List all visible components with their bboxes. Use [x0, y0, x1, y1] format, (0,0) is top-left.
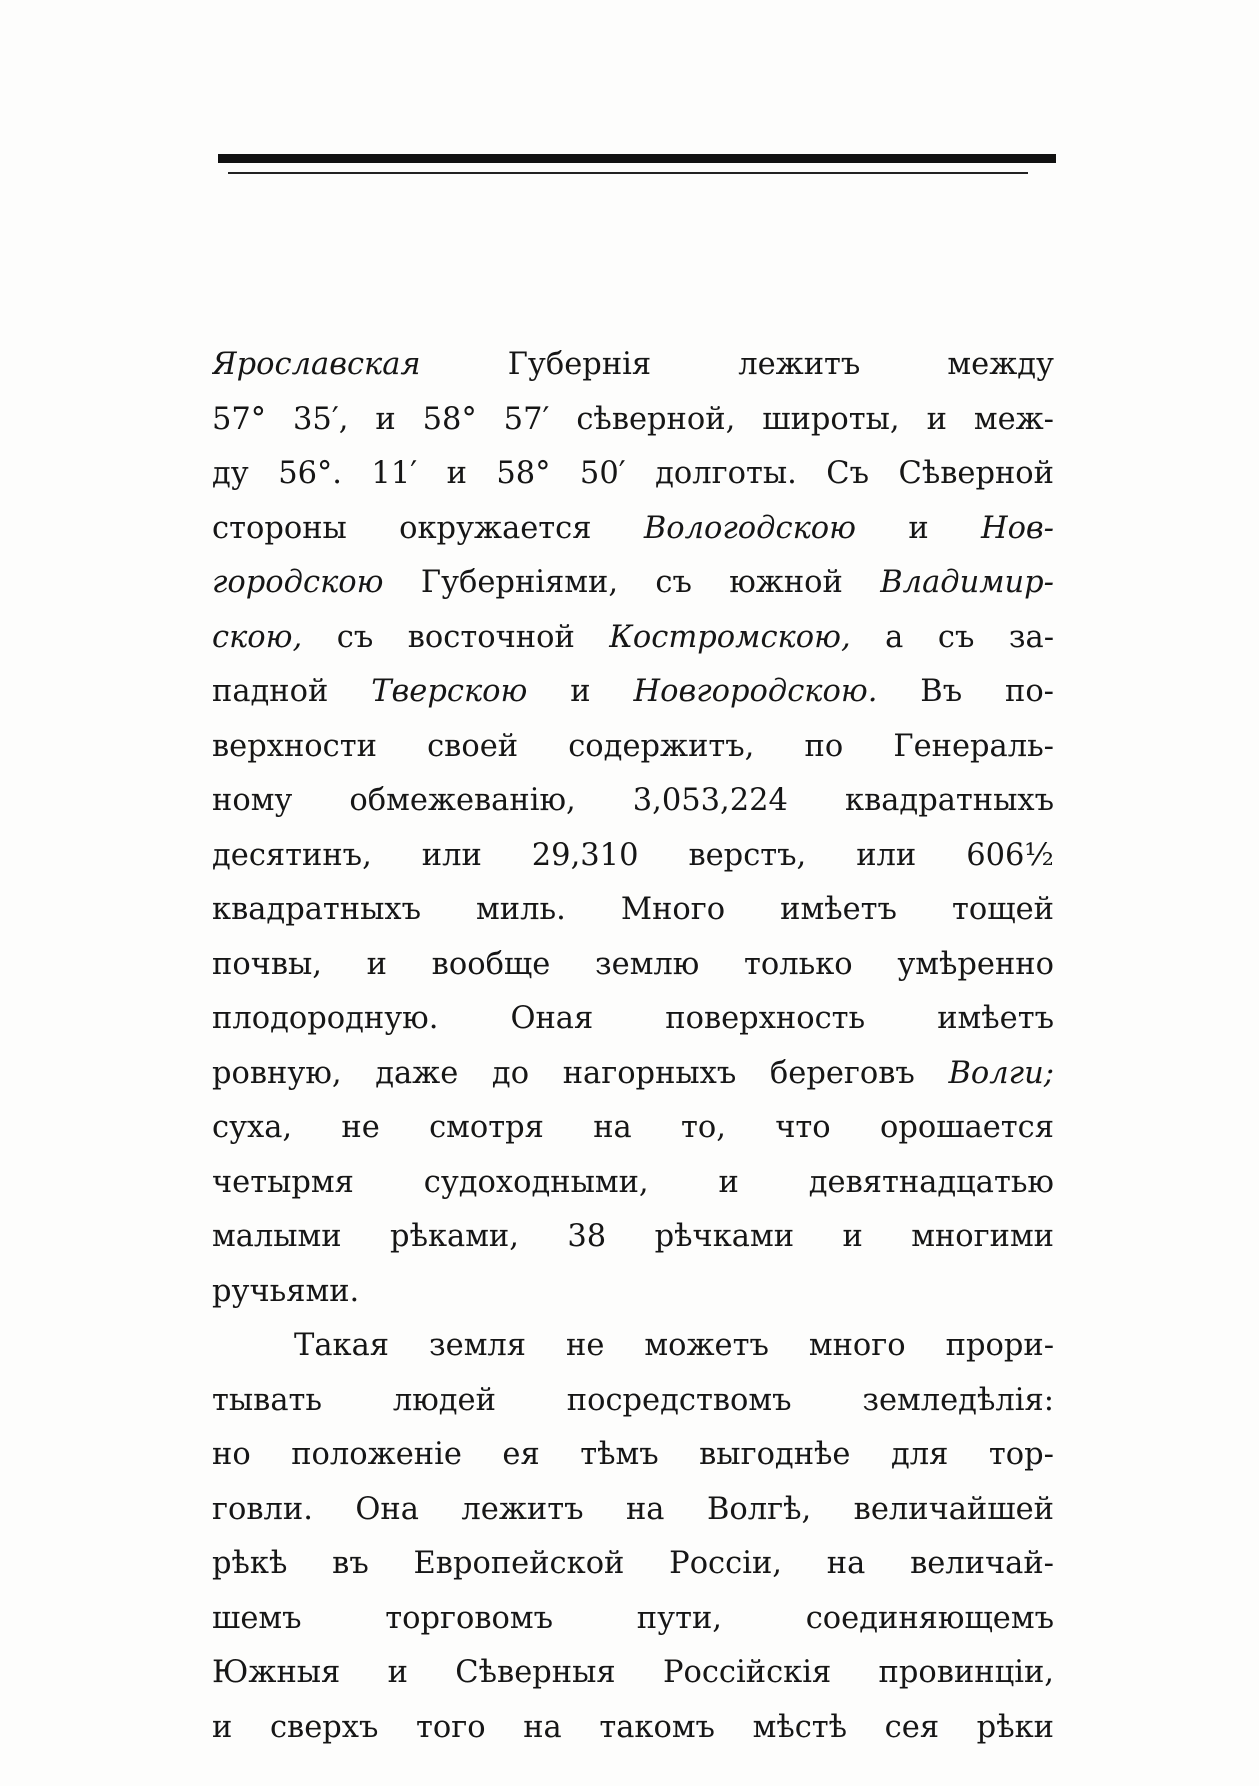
- text-segment: почвы, и вообще землю только умѣренно: [212, 946, 1054, 982]
- text-line: [212, 720, 1054, 775]
- text-segment: ду 56°. 11′ и 58° 50′ долготы. Съ Сѣверной: [212, 456, 1054, 491]
- text-segment: а съ за-: [850, 619, 1054, 655]
- text-line: [212, 1428, 1054, 1483]
- text-segment: десятинъ, или 29,310 верстъ, или 606½: [212, 837, 1054, 873]
- text-line: [212, 393, 1054, 448]
- italic-text: Новгородскою.: [633, 674, 878, 709]
- text-segment: и сверхъ того на такомъ мѣстѣ сея рѣки: [212, 1709, 1054, 1745]
- text-line: [212, 829, 1054, 884]
- text-line: [212, 1646, 1054, 1701]
- header-rule-thick: [218, 154, 1056, 163]
- text-line: [212, 1537, 1054, 1592]
- text-segment: плодородную. Оная поверхность имѣетъ: [212, 1001, 1054, 1036]
- italic-text: Ярославская: [212, 347, 421, 382]
- text-line: [212, 1319, 1054, 1374]
- header-rule-thin: [228, 172, 1028, 174]
- text-line: [212, 1374, 1054, 1429]
- text-segment: говли. Она лежитъ на Волгѣ, величайшей: [212, 1491, 1054, 1527]
- paragraph-1: [212, 338, 1054, 1319]
- text-line: [212, 447, 1054, 502]
- paragraph-2: [212, 1319, 1054, 1755]
- body-text: [212, 338, 1054, 1755]
- text-segment: малыми рѣками, 38 рѣчками и многими: [212, 1219, 1054, 1254]
- italic-text: Волги;: [948, 1055, 1054, 1091]
- italic-text: Владимир-: [880, 565, 1054, 600]
- text-line: [212, 774, 1054, 829]
- text-line: [212, 1265, 1054, 1320]
- italic-text: Костромскою,: [609, 619, 851, 655]
- text-segment: ровную, даже до нагорныхъ береговъ: [212, 1055, 949, 1091]
- text-line: [212, 556, 1054, 611]
- text-line: [212, 338, 1054, 393]
- text-segment: ному обмежеванію, 3,053,224 квадратныхъ: [212, 783, 1054, 818]
- text-segment: 57° 35′, и 58° 57′ сѣверной, широты, и меж-: [212, 401, 1054, 437]
- text-segment: тывать людей посредствомъ земледѣлія:: [212, 1382, 1054, 1418]
- text-segment: ручьями.: [212, 1273, 360, 1309]
- italic-text: скою,: [212, 619, 303, 655]
- text-line: [212, 1156, 1054, 1211]
- text-line: [212, 1701, 1054, 1756]
- text-line: [212, 992, 1054, 1047]
- text-line: [212, 1101, 1054, 1156]
- italic-text: городскою: [212, 565, 384, 600]
- text-segment: падной: [212, 674, 372, 709]
- text-line: [212, 1210, 1054, 1265]
- text-line: [212, 611, 1054, 666]
- text-segment: рѣкѣ въ Европейской Россіи, на величай-: [212, 1546, 1054, 1581]
- text-line: [212, 1592, 1054, 1647]
- text-segment: и: [856, 510, 981, 546]
- text-line: [212, 665, 1054, 720]
- text-segment: Губерніями, съ южной: [383, 565, 881, 600]
- text-line: [212, 502, 1054, 557]
- text-segment: но положеніе ея тѣмъ выгоднѣе для тор-: [212, 1437, 1054, 1472]
- italic-text: Нов-: [980, 510, 1054, 546]
- text-segment: квадратныхъ миль. Много имѣетъ тощей: [212, 892, 1054, 927]
- text-segment: стороны окружается: [212, 510, 644, 546]
- text-line: [212, 1047, 1054, 1102]
- italic-text: Тверскою: [371, 674, 528, 709]
- text-segment: съ восточной: [302, 619, 610, 655]
- text-segment: Губернія лежитъ между: [420, 347, 1054, 382]
- text-segment: верхности своей содержитъ, по Генераль-: [212, 728, 1054, 764]
- text-segment: суха, не смотря на то, что орошается: [212, 1110, 1054, 1145]
- text-segment: Въ по-: [877, 674, 1054, 709]
- text-segment: Такая земля не можетъ много прopи-: [294, 1328, 1054, 1363]
- text-segment: и: [527, 674, 634, 709]
- text-line: [212, 938, 1054, 993]
- text-line: [212, 883, 1054, 938]
- text-segment: шемъ торговомъ пути, соединяющемъ: [212, 1600, 1054, 1636]
- text-line: [212, 1483, 1054, 1538]
- text-segment: Южныя и Сѣверныя Россійскія провинціи,: [212, 1655, 1054, 1690]
- text-segment: четырмя судоходными, и девятнадцатью: [212, 1164, 1054, 1200]
- italic-text: Вологодскою: [643, 510, 857, 546]
